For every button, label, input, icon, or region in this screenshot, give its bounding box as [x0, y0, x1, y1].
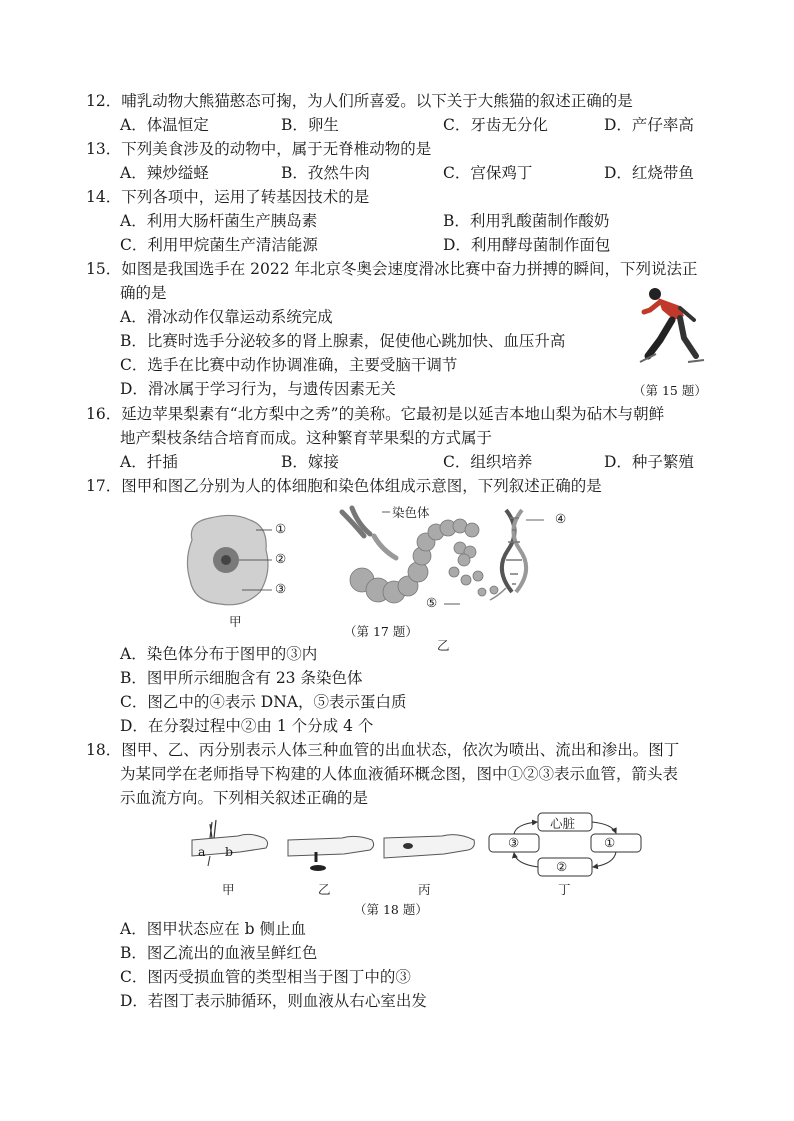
q17-option-b: B．图甲所示细胞含有 23 条染色体 — [120, 669, 363, 687]
q14-option-c: C．利用甲烷菌生产清洁能源 — [120, 236, 318, 254]
cell-label-1: ① — [275, 521, 287, 536]
q16-option-a: A．扦插 — [120, 453, 178, 471]
q17-option-c: C．图乙中的④表示 DNA，⑤表示蛋白质 — [120, 693, 407, 711]
cell-figure-label: 甲 — [229, 614, 242, 629]
q14-option-b: B．利用乳酸菌制作酸奶 — [443, 212, 610, 230]
arm-label-b: b — [225, 844, 234, 859]
bleeding-arm-yi — [286, 830, 378, 876]
q15-stem-line2: 确的是 — [120, 284, 167, 302]
q17-figure-caption: （第 17 题） — [344, 624, 418, 639]
q13-option-d: D．红烧带鱼 — [604, 164, 694, 182]
q15-option-c: C．选手在比赛中动作协调准确，主要受脑干调节 — [120, 356, 458, 374]
q18-option-b: B．图乙流出的血液呈鲜红色 — [120, 944, 318, 962]
q14-option-a: A．利用大肠杆菌生产胰岛素 — [120, 212, 318, 230]
q12-option-b: B．卵生 — [281, 116, 339, 134]
q16-stem-line1: 16．延边苹果梨素有“北方梨中之秀”的美称。它最初是以延吉本地山梨为砧木与朝鲜 — [86, 405, 665, 423]
chromosome-figure-label: 乙 — [437, 638, 450, 653]
q16-option-b: B．嫁接 — [281, 453, 339, 471]
cell-label-3: ③ — [275, 581, 287, 596]
q15-figure-caption: （第 15 题） — [633, 383, 707, 398]
vessel-label-1: ① — [604, 835, 616, 850]
q13-option-a: A．辣炒缢蛏 — [120, 164, 209, 182]
q16-option-d: D．种子繁殖 — [604, 453, 694, 471]
chromosome-diagram — [322, 500, 562, 615]
q18-stem-line3: 示血流方向。下列相关叙述正确的是 — [120, 789, 369, 807]
cell-label-2: ② — [275, 551, 287, 566]
q15-option-b: B．比赛时选手分泌较多的肾上腺素，促使他心跳加快、血压升高 — [120, 332, 566, 350]
q15-option-d: D．滑冰属于学习行为，与遗传因素无关 — [120, 380, 396, 398]
protein-label-5: ⑤ — [426, 595, 438, 610]
q18-figure-caption: （第 18 题） — [354, 902, 428, 917]
q17-option-a: A．染色体分布于图甲的③内 — [120, 645, 318, 663]
bleeding-arm-bing — [382, 826, 478, 870]
chromosome-label: 染色体 — [392, 505, 430, 520]
q12-option-c: C．牙齿无分化 — [443, 116, 548, 134]
q18-option-a: A．图甲状态应在 b 侧止血 — [120, 920, 306, 938]
q15-stem-line1: 15．如图是我国选手在 2022 年北京冬奥会速度滑冰比赛中奋力拼搏的瞬间，下列说法正 — [86, 260, 698, 278]
q18-option-c: C．图丙受损血管的类型相当于图丁中的③ — [120, 968, 411, 986]
arm-jia-label: 甲 — [222, 882, 235, 897]
q18-stem-line1: 18．图甲、乙、丙分别表示人体三种血管的出血状态，依次为喷出、流出和渗出。图丁 — [86, 741, 680, 759]
q13-stem: 13．下列美食涉及的动物中，属于无脊椎动物的是 — [86, 140, 432, 158]
q17-stem: 17．图甲和图乙分别为人的体细胞和染色体组成示意图，下列叙述正确的是 — [86, 477, 602, 495]
q13-option-c: C．宫保鸡丁 — [443, 164, 533, 182]
heart-label: 心脏 — [550, 816, 576, 831]
q15-option-a: A．滑冰动作仅靠运动系统完成 — [120, 308, 333, 326]
q14-stem: 14．下列各项中，运用了转基因技术的是 — [86, 188, 370, 206]
vessel-label-3: ③ — [508, 835, 520, 850]
q17-option-d: D．在分裂过程中②由 1 个分成 4 个 — [120, 717, 374, 735]
arm-label-a: a — [198, 844, 206, 859]
arm-yi-label: 乙 — [318, 882, 331, 897]
q14-option-d: D．利用酵母菌制作面包 — [443, 236, 611, 254]
q16-stem-line2: 地产梨枝条结合培育而成。这种繁育苹果梨的方式属于 — [120, 429, 493, 447]
speed-skater-figure — [622, 282, 712, 378]
q12-option-d: D．产仔率高 — [604, 116, 694, 134]
q16-option-c: C．组织培养 — [443, 453, 533, 471]
circulation-figure-label: 丁 — [558, 882, 571, 897]
q18-stem-line2: 为某同学在老师指导下构建的人体血液循环概念图，图中①②③表示血管，箭头表 — [120, 765, 679, 783]
q12-option-a: A．体温恒定 — [120, 116, 209, 134]
q13-option-b: B．孜然牛肉 — [281, 164, 370, 182]
q18-option-d: D．若图丁表示肺循环，则血液从右心室出发 — [120, 992, 427, 1010]
dna-label-4: ④ — [555, 511, 567, 526]
arm-bing-label: 丙 — [418, 882, 431, 897]
q12-stem: 12．哺乳动物大熊猫憨态可掬，为人们所喜爱。以下关于大熊猫的叙述正确的是 — [86, 92, 633, 110]
vessel-label-2: ② — [556, 859, 568, 874]
